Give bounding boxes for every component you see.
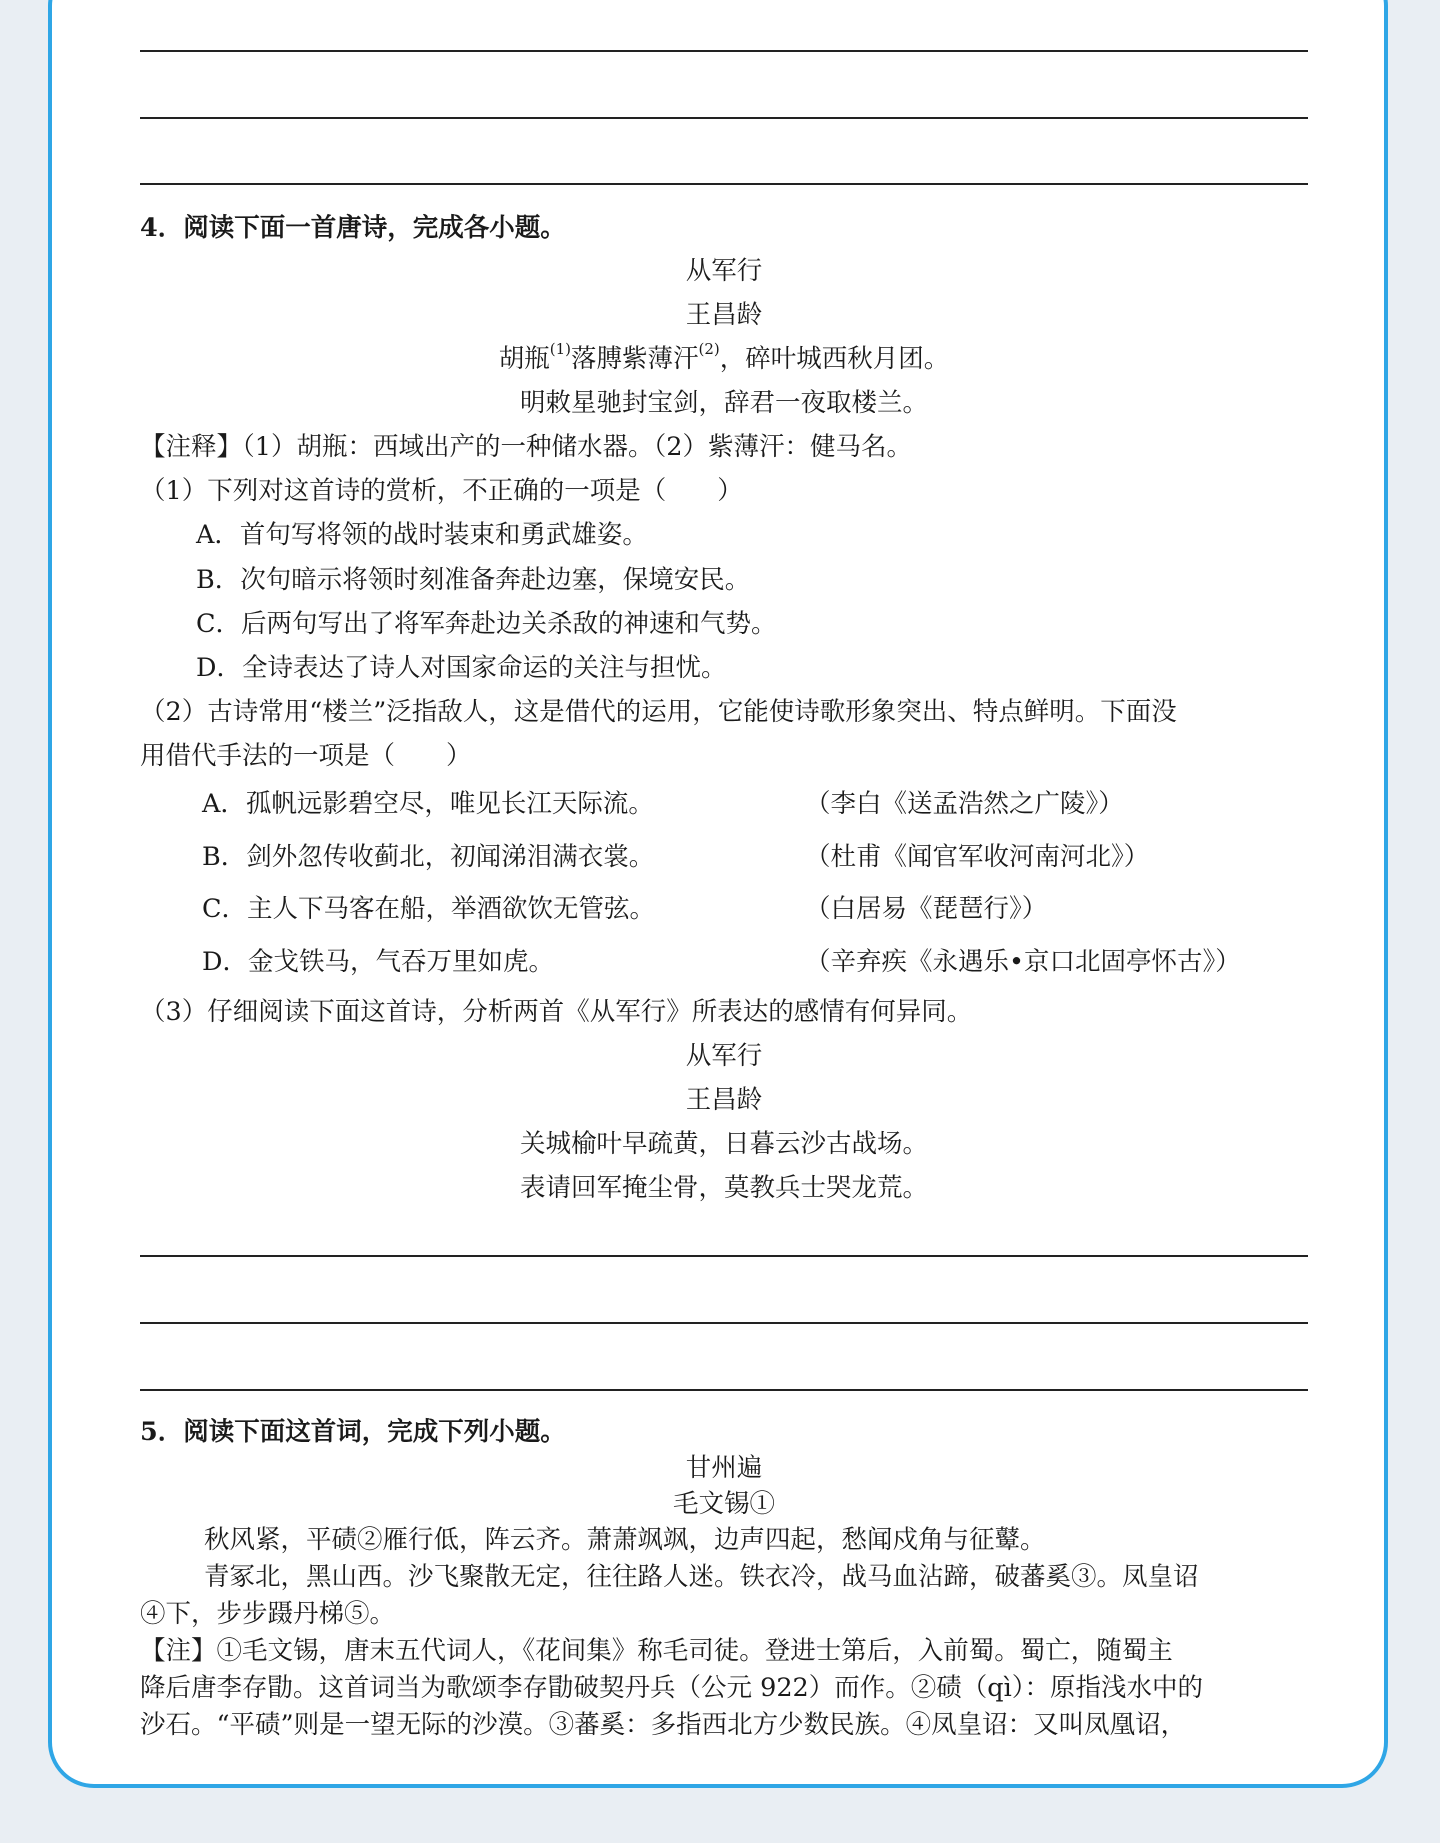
annotation: 沙石。“平碛”则是一望无际的沙漠。③蕃奚：多指西北方少数民族。④凤皇诏：又叫凤凰诏， — [140, 1710, 1187, 1740]
poem-line: 明敕星驰封宝剑，辞君一夜取楼兰。 — [519, 388, 928, 418]
poem-paragraph: ④下，步步蹑丹梯⑤。 — [140, 1599, 396, 1629]
option-text: B．剑外忽传收蓟北，初闻涕泪满衣裳。 — [202, 842, 655, 872]
option-source: （辛弃疾《永遇乐•京口北固亭怀古》） — [805, 947, 1241, 977]
option-text: A．孤帆远影碧空尽，唯见长江天际流。 — [202, 789, 654, 819]
poem-title: 从军行 — [685, 1041, 763, 1071]
answer-line — [140, 117, 1308, 119]
option-text: D．金戈铁马，气吞万里如虎。 — [202, 947, 554, 977]
answer-line — [140, 183, 1308, 185]
option-text: C．主人下马客在船，举酒欲饮无管弦。 — [202, 894, 656, 924]
poem-line-text: 落膊紫薄汗 — [570, 344, 699, 374]
footnote-marker: (1) — [549, 339, 571, 358]
option-source: （李白《送孟浩然之广陵》） — [805, 789, 1124, 819]
option-source: （杜甫《闻官军收河南河北》） — [805, 842, 1150, 872]
answer-line — [140, 50, 1308, 52]
poem-line: 表请回军掩尘骨，莫教兵士哭龙荒。 — [519, 1173, 928, 1203]
poem-author: 毛文锡① — [672, 1489, 775, 1519]
sub-question-1-stem: （1）下列对这首诗的赏析，不正确的一项是（ ） — [140, 476, 743, 506]
annotation: 降后唐李存勖。这首词当为歌颂李存勖破契丹兵（公元 922）而作。②碛（qì）：原指浅水中的 — [140, 1673, 1204, 1703]
question-4-title: 4．阅读下面一首唐诗，完成各小题。 — [140, 213, 566, 243]
poem-line: 关城榆叶早疏黄，日暮云沙古战场。 — [519, 1129, 928, 1159]
poem-line-text: ，碎叶城西秋月团。 — [719, 344, 950, 374]
poem-author: 王昌龄 — [685, 300, 763, 330]
sub-question-2-stem: （2）古诗常用“楼兰”泛指敌人，这是借代的运用，它能使诗歌形象突出、特点鲜明。下面没 — [140, 697, 1177, 727]
option-item: D．全诗表达了诗人对国家命运的关注与担忧。 — [196, 653, 727, 683]
poem-line — [140, 337, 1308, 381]
annotation: 【注】①毛文锡，唐末五代词人，《花间集》称毛司徒。登进士第后，入前蜀。蜀亡，随蜀主 — [140, 1636, 1173, 1666]
option-item: C．后两句写出了将军奔赴边关杀敌的神速和气势。 — [196, 609, 777, 639]
answer-line — [140, 1255, 1308, 1257]
poem-paragraph: 青冢北，黑山西。沙飞聚散无定，往往路人迷。铁衣冷，战马血沾蹄，破蕃奚③。凤皇诏 — [204, 1562, 1199, 1592]
poem-title: 甘州遍 — [685, 1453, 763, 1483]
poem-paragraph: 秋风紧，平碛②雁行低，阵云齐。萧萧飒飒，边声四起，愁闻戍角与征鼙。 — [204, 1525, 1046, 1555]
option-item: A．首句写将领的战时装束和勇武雄姿。 — [196, 520, 648, 550]
option-item: B．次句暗示将领时刻准备奔赴边塞，保境安民。 — [196, 565, 751, 595]
poem-line-text: 胡瓶 — [498, 344, 550, 374]
question-5-title: 5．阅读下面这首词，完成下列小题。 — [140, 1417, 566, 1447]
sub-question-2-stem: 用借代手法的一项是（ ） — [140, 741, 472, 771]
footnote-marker: (2) — [698, 339, 720, 358]
annotation: 【注释】（1）胡瓶：西域出产的一种储水器。（2）紫薄汗：健马名。 — [140, 432, 912, 462]
option-source: （白居易《琵琶行》） — [805, 894, 1048, 924]
sub-question-3-stem: （3）仔细阅读下面这首诗，分析两首《从军行》所表达的感情有何异同。 — [140, 997, 973, 1027]
answer-line — [140, 1322, 1308, 1324]
answer-line — [140, 1389, 1308, 1391]
poem-title: 从军行 — [685, 256, 763, 286]
poem-author: 王昌龄 — [685, 1085, 763, 1115]
